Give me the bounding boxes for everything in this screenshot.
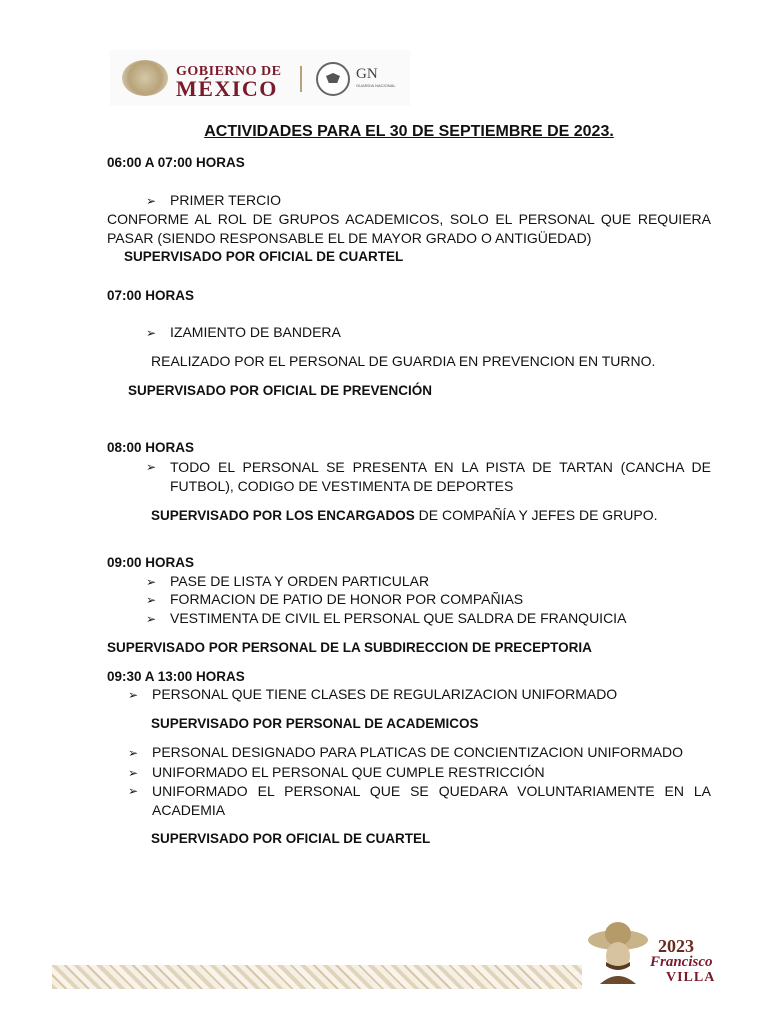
section-3-supervisor-rest: DE COMPAÑÍA Y JEFES DE GRUPO. [414,507,658,523]
gn-text: GN [356,66,378,82]
bullet-arrow-icon: ➢ [146,194,157,208]
government-header-logo [110,50,410,106]
section-5-item: PERSONAL QUE TIENE CLASES DE REGULARIZACION UNIFORMADO [152,686,618,702]
gn-subtitle: GUARDIA NACIONAL [356,83,396,88]
section-3-supervisor-bold: SUPERVISADO POR LOS ENCARGADOS [151,508,415,523]
section-5-supervisor-1: SUPERVISADO POR PERSONAL DE ACADEMICOS [151,716,479,731]
section-1-text: CONFORME AL ROL DE GRUPOS ACADEMICOS, SOLO EL PERSONAL QUE REQUIERA PASAR (SIENDO RESPONSABLE EL DE MAYOR GRADO O ANTIGÜEDAD) [107,211,711,246]
bullet-arrow-icon: ➢ [128,784,139,798]
bullet-arrow-icon: ➢ [146,460,157,474]
villa-text: VILLA [666,970,716,985]
section-5-supervisor-2: SUPERVISADO POR OFICIAL DE CUARTEL [151,831,431,846]
bullet-arrow-icon: ➢ [128,688,139,702]
section-3-item: TODO EL PERSONAL SE PRESENTA EN LA PISTA DE TARTAN (CANCHA DE FUTBOL), CODIGO DE VESTIMENTA DE DEPORTES [170,459,711,494]
francisco-villa-2023-logo [586,918,726,992]
bullet-arrow-icon: ➢ [128,746,139,760]
section-4-time: 09:00 HORAS [107,555,195,570]
francisco-text: Francisco [650,954,713,970]
section-4-supervisor: SUPERVISADO POR PERSONAL DE LA SUBDIRECCION DE PRECEPTORIA [107,640,592,655]
section-1-supervisor: SUPERVISADO POR OFICIAL DE CUARTEL [124,249,404,264]
section-1-time: 06:00 A 07:00 HORAS [107,155,245,170]
bullet-arrow-icon: ➢ [128,766,139,780]
gobierno-de-text: GOBIERNO DE [176,64,282,79]
section-4-item-1: PASE DE LISTA Y ORDEN PARTICULAR [170,573,430,589]
bullet-arrow-icon: ➢ [146,612,157,626]
document-title: ACTIVIDADES PARA EL 30 DE SEPTIEMBRE DE 2023. [204,123,614,140]
bullet-arrow-icon: ➢ [146,593,157,607]
section-3-supervisor [151,507,658,523]
section-4-item-2: FORMACION DE PATIO DE HONOR POR COMPAÑIAS [170,591,524,607]
bullet-arrow-icon: ➢ [146,326,157,340]
section-3-time: 08:00 HORAS [107,440,195,455]
section-2-text: REALIZADO POR EL PERSONAL DE GUARDIA EN PREVENCION EN TURNO. [151,353,656,369]
bullet-arrow-icon: ➢ [146,575,157,589]
guardia-nacional-emblem-icon [316,62,350,96]
section-2-item: IZAMIENTO DE BANDERA [170,324,341,340]
section-2-supervisor: SUPERVISADO POR OFICIAL DE PREVENCIÓN [128,383,433,398]
section-5-item-2: PERSONAL DESIGNADO PARA PLATICAS DE CONCIENTIZACION UNIFORMADO [152,744,684,760]
section-5-time: 09:30 A 13:00 HORAS [107,669,245,684]
decorative-footer-band [52,965,582,989]
sombrero-portrait-icon [586,918,650,988]
year-2023-text: 2023 [658,936,694,956]
section-5-item-3: UNIFORMADO EL PERSONAL QUE CUMPLE RESTRICCIÓN [152,764,545,780]
coat-of-arms-icon [122,60,168,96]
section-5-item-4: UNIFORMADO EL PERSONAL QUE SE QUEDARA VOLUNTARIAMENTE EN LA ACADEMIA [152,783,711,818]
logo-divider [300,66,302,92]
section-2-time: 07:00 HORAS [107,288,195,303]
section-4-item-3: VESTIMENTA DE CIVIL EL PERSONAL QUE SALDRA DE FRANQUICIA [170,610,627,626]
mexico-text: MÉXICO [176,76,278,101]
section-1-item: PRIMER TERCIO [170,192,281,208]
